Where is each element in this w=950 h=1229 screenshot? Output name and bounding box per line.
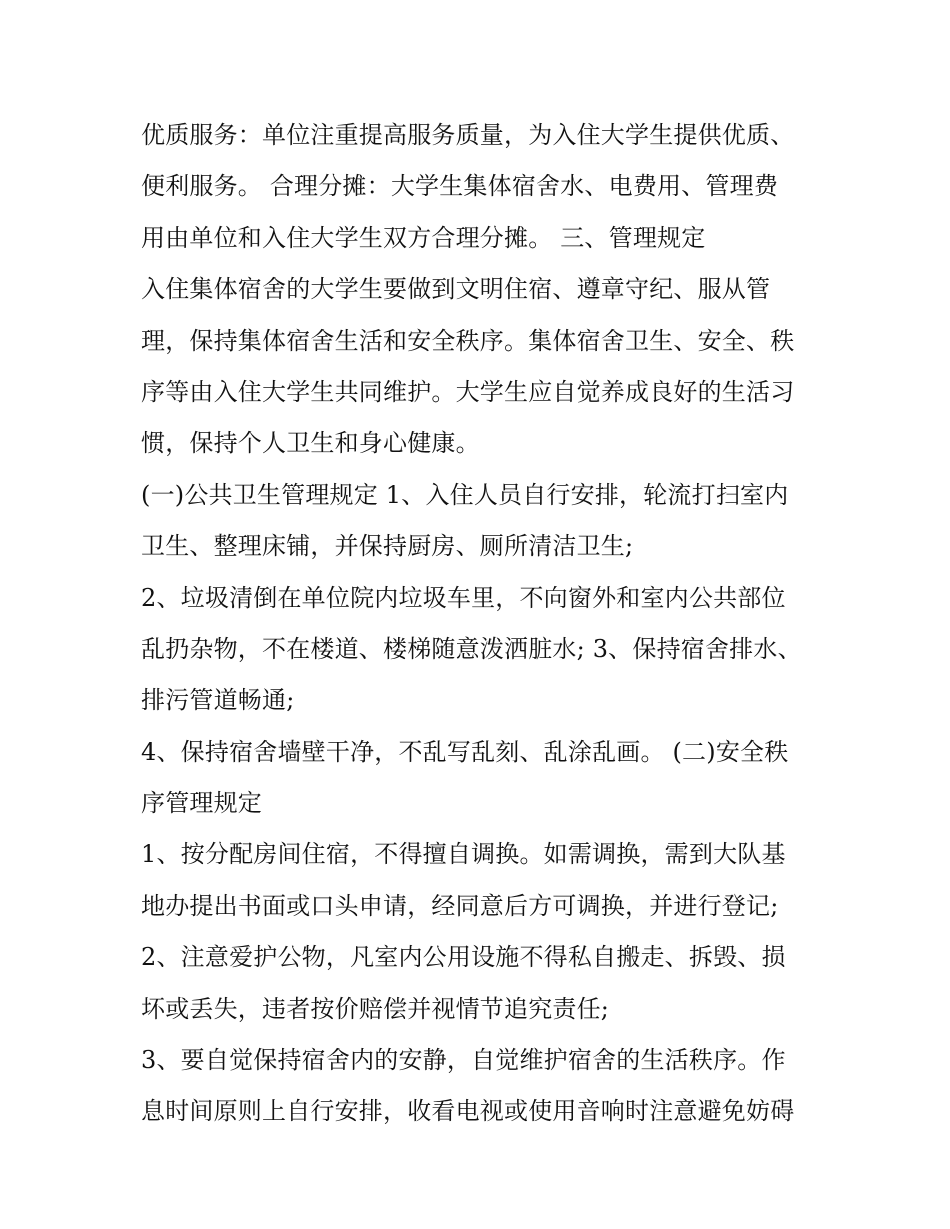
text-line: 序等由入住大学生共同维护。大学生应自觉养成良好的生活习 — [141, 377, 795, 406]
text-line: (一)公共卫生管理规定 1、入住人员自行安排，轮流打扫室内 — [141, 480, 789, 509]
text-line: 便利服务。 合理分摊：大学生集体宿舍水、电费用、管理费 — [141, 172, 779, 201]
text-line: 卫生、整理床铺，并保持厨房、厕所清洁卫生; — [141, 532, 634, 561]
text-line: 入住集体宿舍的大学生要做到文明住宿、遵章守纪、服从管 — [141, 275, 771, 304]
text-line: 乱扔杂物，不在楼道、楼梯随意泼洒脏水; 3、保持宿舍排水、 — [141, 634, 802, 663]
text-line: 4、保持宿舍墙壁干净，不乱写乱刻、乱涂乱画。 (二)安全秩 — [141, 737, 789, 766]
text-line: 序管理规定 — [141, 789, 262, 818]
text-line: 3、要自觉保持宿舍内的安静，自觉维护宿舍的生活秩序。作 — [141, 1046, 786, 1075]
text-line: 2、垃圾清倒在单位院内垃圾车里，不向窗外和室内公共部位 — [141, 583, 786, 612]
text-line: 用由单位和入住大学生双方合理分摊。 三、管理规定 — [141, 223, 706, 252]
text-line: 排污管道畅通; — [141, 686, 295, 715]
text-line: 1、按分配房间住宿，不得擅自调换。如需调换，需到大队基 — [141, 840, 786, 869]
text-line: 惯，保持个人卫生和身心健康。 — [141, 429, 480, 458]
text-line: 2、注意爱护公物，凡室内公用设施不得私自搬走、拆毁、损 — [141, 943, 786, 972]
body-text — [141, 110, 831, 1138]
text-line: 地办提出书面或口头申请，经同意后方可调换，并进行登记; — [141, 891, 779, 920]
text-line: 优质服务：单位注重提高服务质量，为入住大学生提供优质、 — [141, 121, 795, 149]
text-line: 理，保持集体宿舍生活和安全秩序。集体宿舍卫生、安全、秩 — [141, 326, 795, 355]
text-line: 息时间原则上自行安排，收看电视或使用音响时注意避免妨碍 — [141, 1097, 795, 1126]
text-line: 坏或丢失，违者按价赔偿并视情节追究责任; — [141, 994, 610, 1023]
